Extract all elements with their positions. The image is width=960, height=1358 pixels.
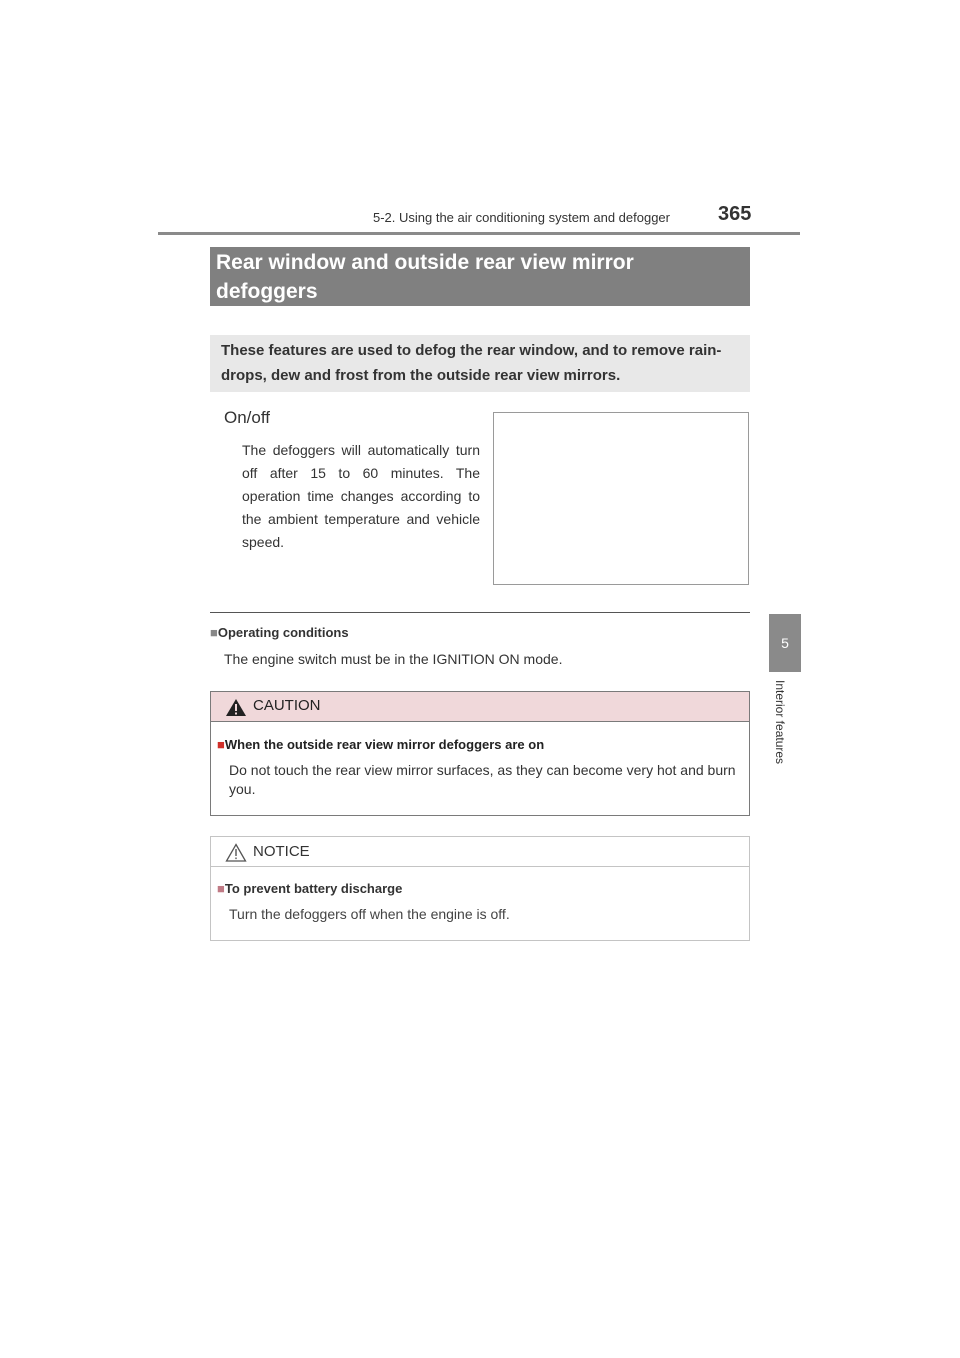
item-description: The defoggers will automatically turn off after 15 to 60 minutes. The operation time changes according to the ambient temperature and vehicle speed. (242, 442, 480, 550)
caution-box (210, 691, 750, 816)
intro-box (210, 335, 750, 392)
chapter-label: Interior features (773, 680, 787, 765)
notice-box (210, 836, 750, 941)
content-divider (210, 612, 750, 613)
item-label: On/off (224, 408, 270, 427)
caution-heading-text: When the outside rear view mirror defoggers are on (224, 737, 545, 752)
notice-title: NOTICE (253, 843, 310, 860)
section-title (210, 247, 750, 306)
square-bullet-icon: ■ (217, 881, 225, 896)
notice-heading-text: To prevent battery discharge (224, 881, 403, 896)
square-bullet-icon: ■ (210, 625, 218, 640)
intro-line-1: These features are used to defog the rear window, and to remove rain- (221, 342, 722, 359)
running-header-section: 5-2. Using the air conditioning system and defogger (372, 210, 670, 225)
header-divider (158, 232, 800, 235)
caution-header-bar (211, 692, 749, 722)
warning-triangle-icon (225, 698, 247, 717)
intro-line-2: drops, dew and frost from the outside rear view mirrors. (221, 367, 621, 384)
chapter-tab: 5 (769, 614, 801, 672)
caution-title: CAUTION (253, 697, 321, 714)
square-bullet-icon: ■ (217, 737, 225, 752)
notice-heading (217, 881, 402, 896)
page-number: 365 (718, 203, 752, 225)
illustration-frame (493, 412, 749, 585)
section-title-line-1: Rear window and outside rear view mirror (216, 251, 634, 274)
caution-text: Do not touch the rear view mirror surfaces, as they can become very hot and burn you. (229, 762, 736, 797)
operating-conditions-heading-text: Operating conditions (217, 625, 349, 640)
caution-heading (217, 737, 544, 752)
notice-header-bar (211, 837, 749, 867)
operating-conditions-text: The engine switch must be in the IGNITION ON mode. (224, 651, 563, 667)
operating-conditions-heading (210, 625, 349, 640)
section-title-line-2: defoggers (216, 280, 318, 303)
notice-triangle-icon (225, 843, 247, 862)
notice-text: Turn the defoggers off when the engine is off. (229, 906, 510, 922)
